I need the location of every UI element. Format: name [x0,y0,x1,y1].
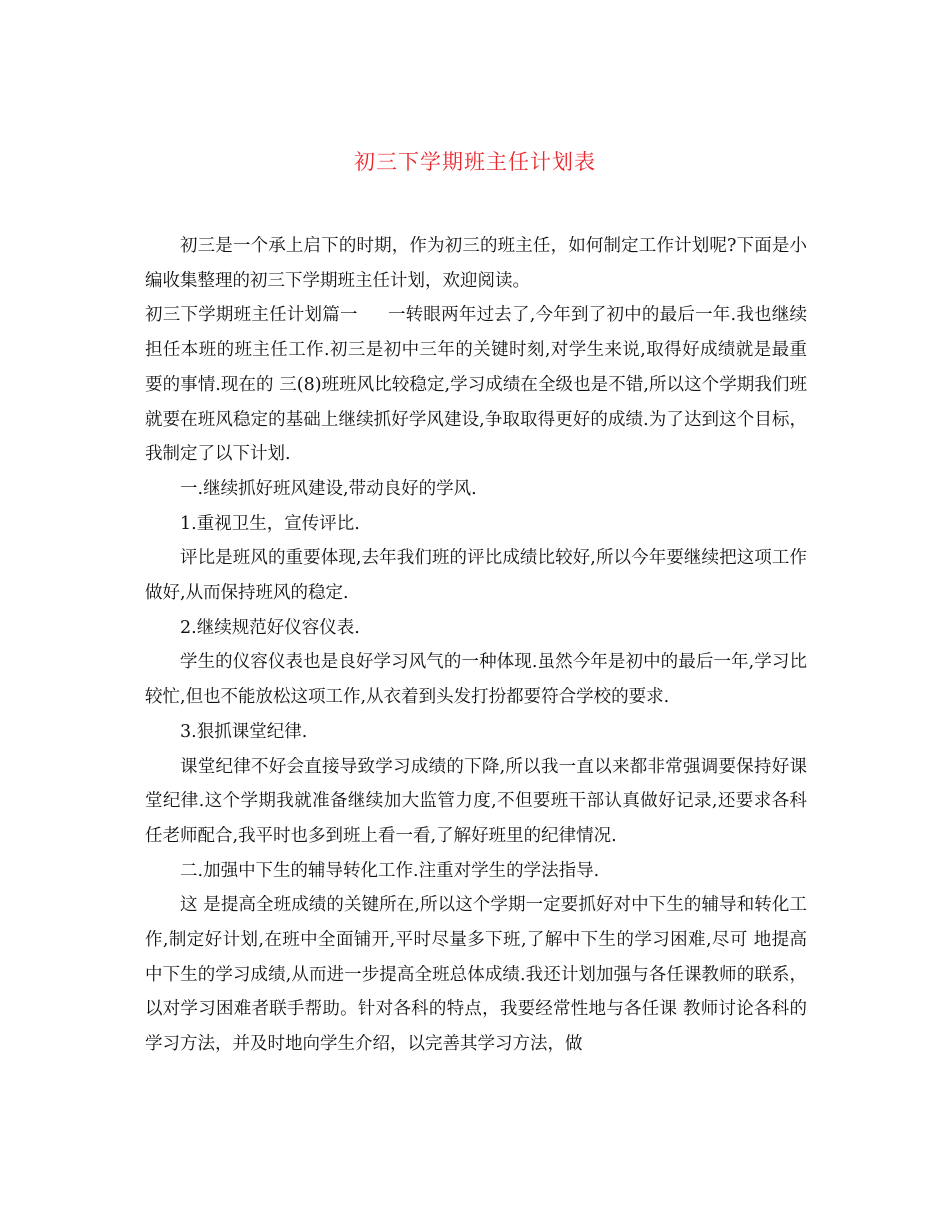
section-paragraph [145,298,807,472]
section-heading: 初三下学期班主任计划篇一 [145,305,358,326]
part2-heading: 二.加强中下生的辅导转化工作.注重对学生的学法指导. [180,860,600,881]
part2-text: 这 是提高全班成绩的关键所在,所以这个学期一定要抓好对中下生的辅导和转化工作,制定好计划,在班中全面铺开,平时尽量多下班,了解中下生的学习困难,尽可 地提高中下生的学习成绩,从而进一步提高全班总体成绩.我还计划加强与各任课教师的联系，以对学习困难者联手帮助。针对各科的特点，我要经常性地与各任课 教师讨论各科的学习方法，并及时地向学生介绍，以完善其学习方法，做 [145,895,807,1055]
item2-text: 学生的仪容仪表也是良好学习风气的一种体现.虽然今年是初中的最后一年,学习比较忙,但也不能放松这项工作,从衣着到头发打扮都要符合学校的要求. [145,652,807,708]
item2-heading: 2.继续规范好仪容仪表. [180,617,360,638]
item1-heading: 1.重视卫生，宣传评比. [180,513,360,534]
part1-heading: 一.继续抓好班风建设,带动良好的学风. [180,478,477,499]
item1-text: 评比是班风的重要体现,去年我们班的评比成绩比较好,所以今年要继续把这项工作做好,从而保持班风的稳定. [145,548,807,604]
item3-text: 课堂纪律不好会直接导致学习成绩的下降,所以我一直以来都非常强调要保持好课堂纪律.这个学期我就准备继续加大监管力度,不但要班干部认真做好记录,还要求各科任老师配合,我平时也多到班上看一看,了解好班里的纪律情况. [145,756,807,846]
intro-paragraph: 初三是一个承上启下的时期，作为初三的班主任，如何制定工作计划呢?下面是小编收集整理的初三下学期班主任计划，欢迎阅读。 [145,236,807,291]
document-title: 初三下学期班主任计划表 [354,150,596,174]
section-lead-text: 一转眼两年过去了,今年到了初中的最后一年.我也继续担任本班的班主任工作.初三是初中三年的关键时刻,对学生来说,取得好成绩就是最重要的事情.现在的 三(8)班班风比较稳定,学习成绩在全级也是不错,所以这个学期我们班就要在班风稳定的基础上继续抓好学风建设,争取取得更好的成绩.为了达到这个目标， 我制定了以下计划. [145,305,808,465]
document-body [145,229,807,1062]
item3-heading: 3.狠抓课堂纪律. [180,721,308,742]
